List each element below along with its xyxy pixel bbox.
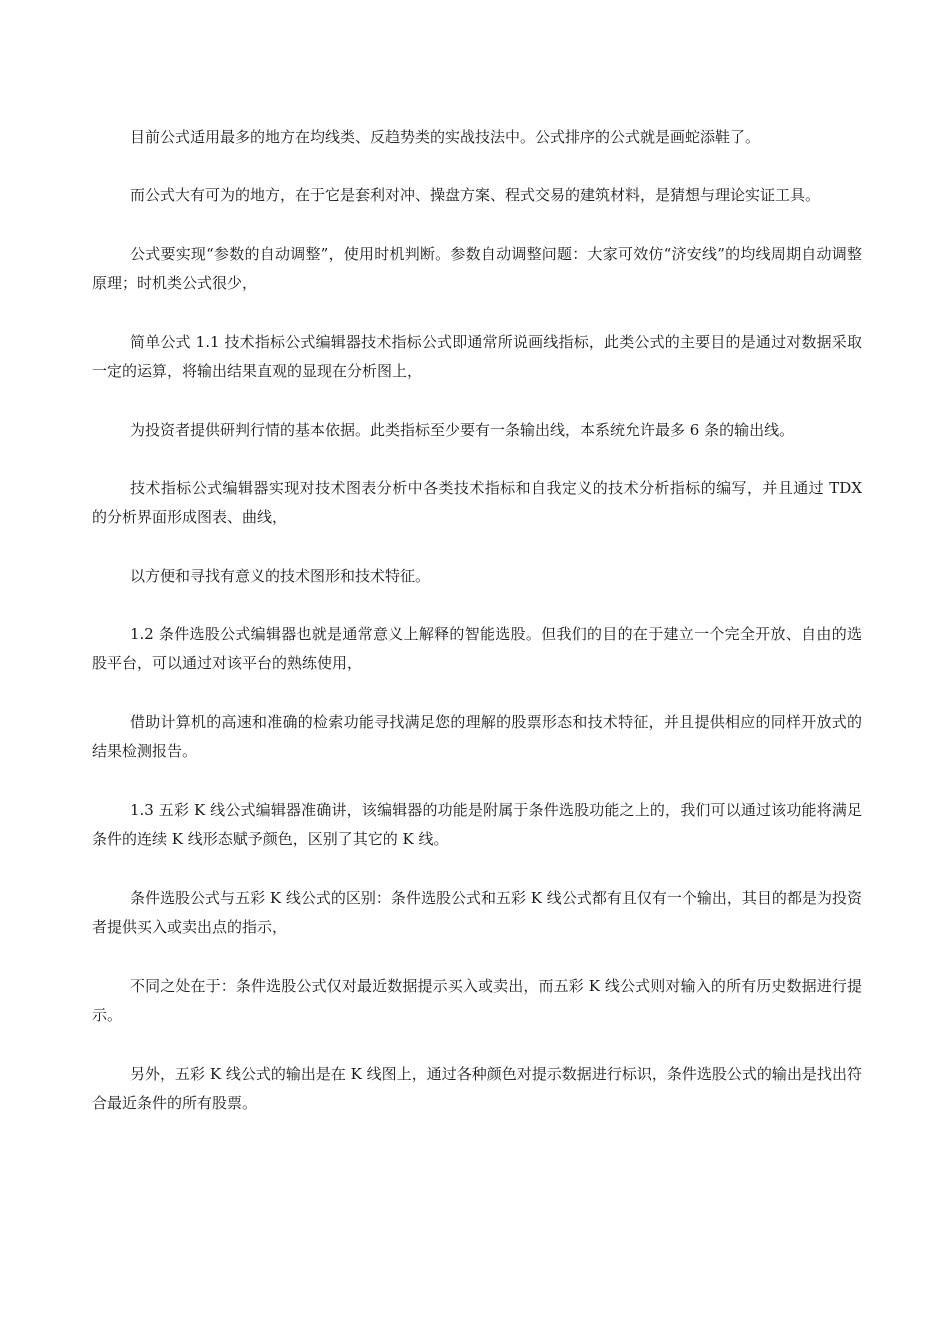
paragraph-3: 公式要实现“参数的自动调整”，使用时机判断。参数自动调整问题：大家可效仿“济安线”的均线周期自动调整原理；时机类公式很少， (92, 245, 862, 292)
paragraph-8: 1.2 条件选股公式编辑器也就是通常意义上解释的智能选股。但我们的目的在于建立一个完全开放、自由的选股平台，可以通过对该平台的熟练使用， (92, 625, 862, 672)
paragraph-2: 而公式大有可为的地方，在于它是套利对冲、操盘方案、程式交易的建筑材料，是猜想与理论实证工具。 (130, 186, 821, 204)
paragraph-12: 不同之处在于：条件选股公式仅对最近数据提示买入或卖出，而五彩 K 线公式则对输入的所有历史数据进行提示。 (92, 977, 862, 1024)
paragraph-11: 条件选股公式与五彩 K 线公式的区别：条件选股公式和五彩 K 线公式都有且仅有一个输出，其目的都是为投资者提供买入或卖出点的指示， (92, 889, 862, 936)
paragraph-4: 简单公式 1.1 技术指标公式编辑器技术指标公式即通常所说画线指标，此类公式的主要目的是通过对数据采取一定的运算，将输出结果直观的显现在分析图上， (92, 333, 862, 380)
paragraph-1: 目前公式适用最多的地方在均线类、反趋势类的实战技法中。公式排序的公式就是画蛇添鞋了。 (130, 128, 761, 146)
paragraph-6: 技术指标公式编辑器实现对技术图表分析中各类技术指标和自我定义的技术分析指标的编写，并且通过 TDX 的分析界面形成图表、曲线， (92, 479, 862, 526)
document-body (92, 123, 862, 1148)
paragraph-10: 1.3 五彩 K 线公式编辑器准确讲，该编辑器的功能是附属于条件选股功能之上的，我们可以通过该功能将满足条件的连续 K 线形态赋予颜色，区别了其它的 K 线。 (92, 801, 862, 848)
paragraph-9: 借助计算机的高速和准确的检索功能寻找满足您的理解的股票形态和技术特征，并且提供相应的同样开放式的结果检测报告。 (92, 713, 862, 760)
paragraph-5: 为投资者提供研判行情的基本依据。此类指标至少要有一条输出线，本系统允许最多 6 条的输出线。 (130, 421, 795, 439)
paragraph-7: 以方便和寻找有意义的技术图形和技术特征。 (130, 567, 431, 585)
paragraph-13: 另外，五彩 K 线公式的输出是在 K 线图上，通过各种颜色对提示数据进行标识，条件选股公式的输出是找出符合最近条件的所有股票。 (92, 1065, 862, 1112)
